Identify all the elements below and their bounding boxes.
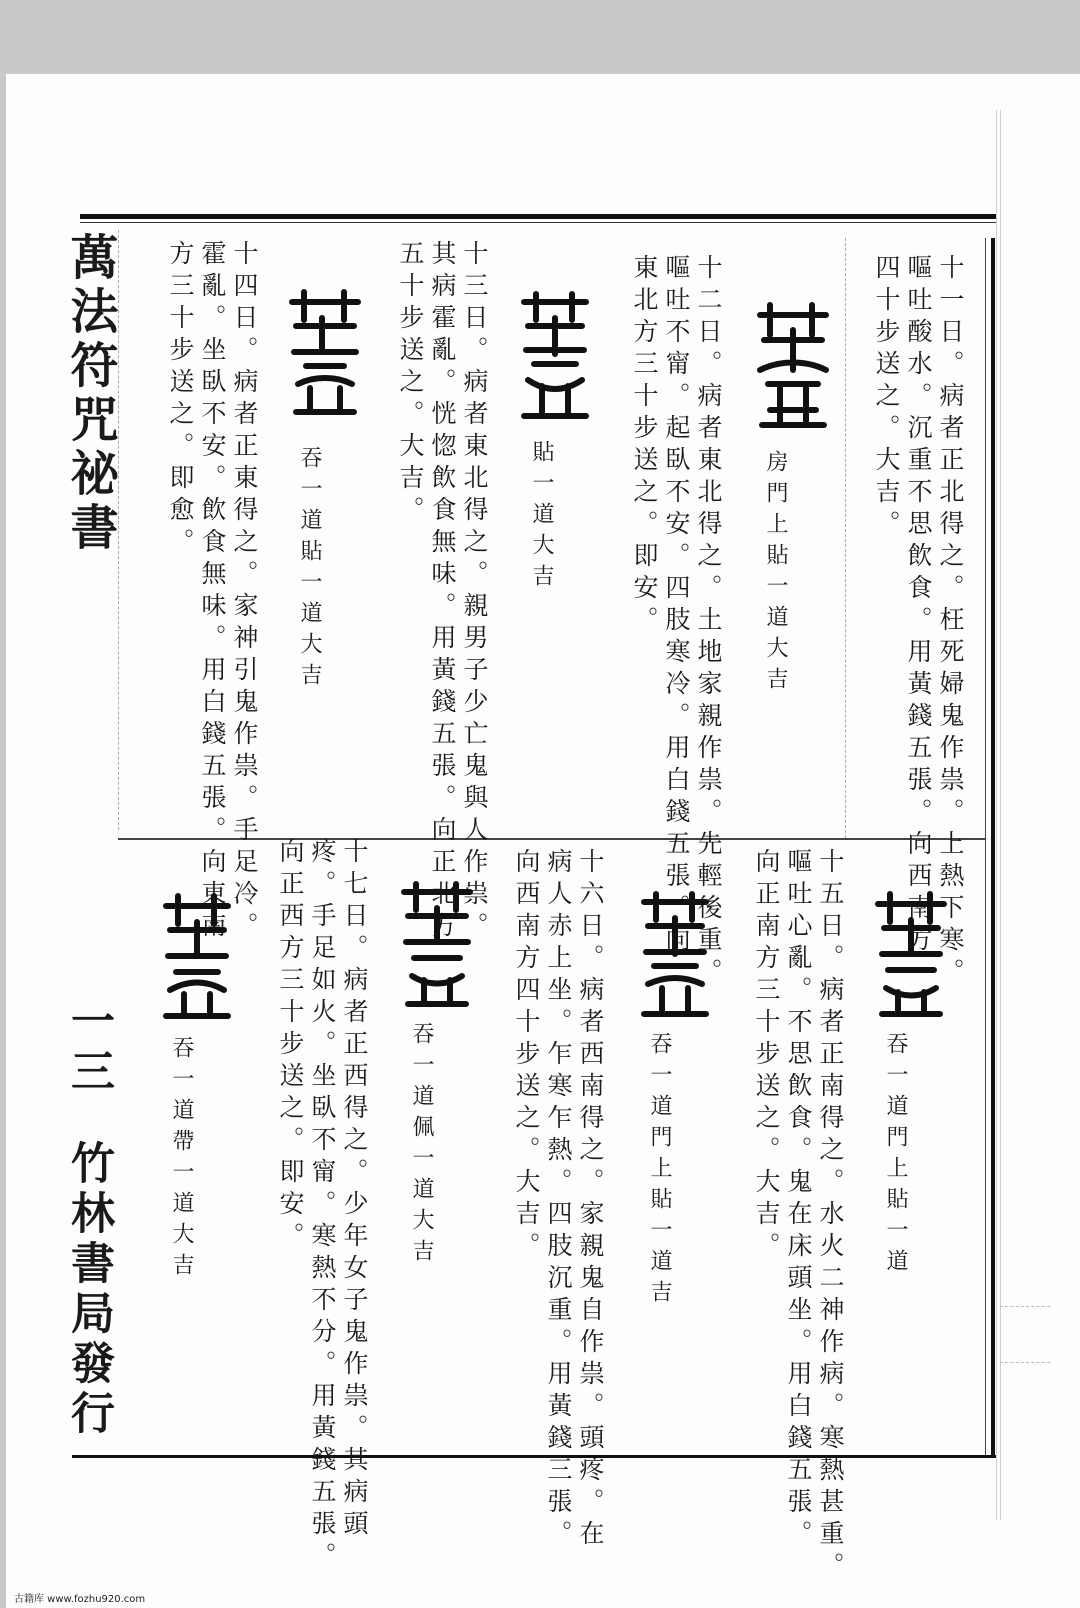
entry-line: 十四日。病者正東得之。家神引鬼作祟。手足冷。 (230, 240, 259, 944)
page-edge-line (996, 110, 997, 1520)
entry-line: 十六日。病者西南得之。家親鬼自作祟。頭疼。在 (576, 848, 605, 1552)
charm-instruction: 吞一道帶一道大吉 (169, 1036, 194, 1284)
frame-bottom-border (72, 1455, 996, 1458)
entry-line: 十七日。病者正西得之。少年女子鬼作祟。其病頭 (340, 838, 369, 1542)
entry-line: 嘔吐心亂。不思飲食。鬼在床頭坐。用白錢五張。 (784, 848, 813, 1552)
entry-line: 十三日。病者東北得之。親男子少亡鬼與人作祟。 (460, 240, 489, 944)
charm-instruction: 吞一道佩一道大吉 (409, 1022, 434, 1270)
entry-line: 向正西方三十步送之。即安。 (276, 838, 305, 1254)
entry-line: 疼。手足如火。坐臥不甯。寒熱不分。用黃錢五張。 (308, 838, 337, 1574)
frame-left-rule (118, 230, 120, 830)
talisman-glyph-icon (154, 892, 240, 1022)
charm-instruction: 吞一道門上貼一道 (883, 1032, 908, 1280)
charm-instruction: 房門上貼一道大吉 (763, 450, 788, 698)
frame-right-border (991, 238, 995, 1458)
frame-top-inner-border (80, 222, 996, 223)
page-edge-dash (1000, 1306, 1050, 1308)
entry-line: 病人赤上坐。乍寒乍熱。四肢沉重。用黃錢三張。 (544, 848, 573, 1552)
page-edge-dash (1000, 1362, 1050, 1364)
publisher-mark: 竹林書局發行 (63, 1140, 114, 1440)
entry-line: 四十步送之。大吉。 (872, 254, 901, 542)
entry-line: 十五日。病者正南得之。水火二神作病。寒熱甚重。 (816, 848, 845, 1584)
viewer-top-bar (0, 0, 1080, 74)
talisman-glyph-icon (632, 890, 718, 1020)
entry-line: 嘔吐不甯。起臥不安。四肢寒冷。用白錢五張。向 (662, 254, 691, 958)
frame-inner-rule (845, 238, 847, 838)
entry-line: 東北方三十步送之。即安。 (630, 254, 659, 638)
entry-line: 其病霍亂。恍惚飲食無味。用黃錢五張。向正北方 (428, 240, 457, 944)
page-number: 一三 (63, 998, 114, 1098)
talisman-glyph-icon (394, 880, 480, 1010)
entry-line: 五十步送之。大吉。 (396, 240, 425, 528)
entry-line: 十一日。病者正北得之。枉死婦鬼作祟。上熱下寒。 (936, 254, 965, 990)
talisman-glyph-icon (512, 290, 598, 420)
book-title: 萬法符咒祕書 (62, 232, 118, 556)
talisman-glyph-icon (282, 288, 368, 418)
entry-line: 方三十步送之。即愈。 (166, 240, 195, 560)
entry-line: 嘔吐酸水。沉重不思飲食。用黃錢五張。向西南方 (904, 254, 933, 958)
frame-right-inner-border (985, 238, 986, 1458)
charm-instruction: 貼一道大吉 (529, 440, 554, 595)
entry-line: 霍亂。坐臥不安。飲食無味。用白錢五張。向東南 (198, 240, 227, 944)
frame-top-border (80, 214, 996, 219)
entry-line: 向正南方三十步送之。大吉。 (752, 848, 781, 1264)
page-edge-line (1000, 110, 1001, 1520)
talisman-glyph-icon (750, 300, 836, 430)
charm-instruction: 吞一道門上貼一道吉 (647, 1032, 672, 1311)
talisman-glyph-icon (868, 890, 954, 1020)
entry-line: 向西南方四十步送之。大吉。 (512, 848, 541, 1264)
charm-instruction: 吞一道貼一道大吉 (297, 446, 322, 694)
entry-line: 十二日。病者東北得之。土地家親作祟。先輕後重。 (694, 254, 723, 990)
footer-watermark: 古籍库 www.fozhu920.com (14, 1594, 146, 1605)
